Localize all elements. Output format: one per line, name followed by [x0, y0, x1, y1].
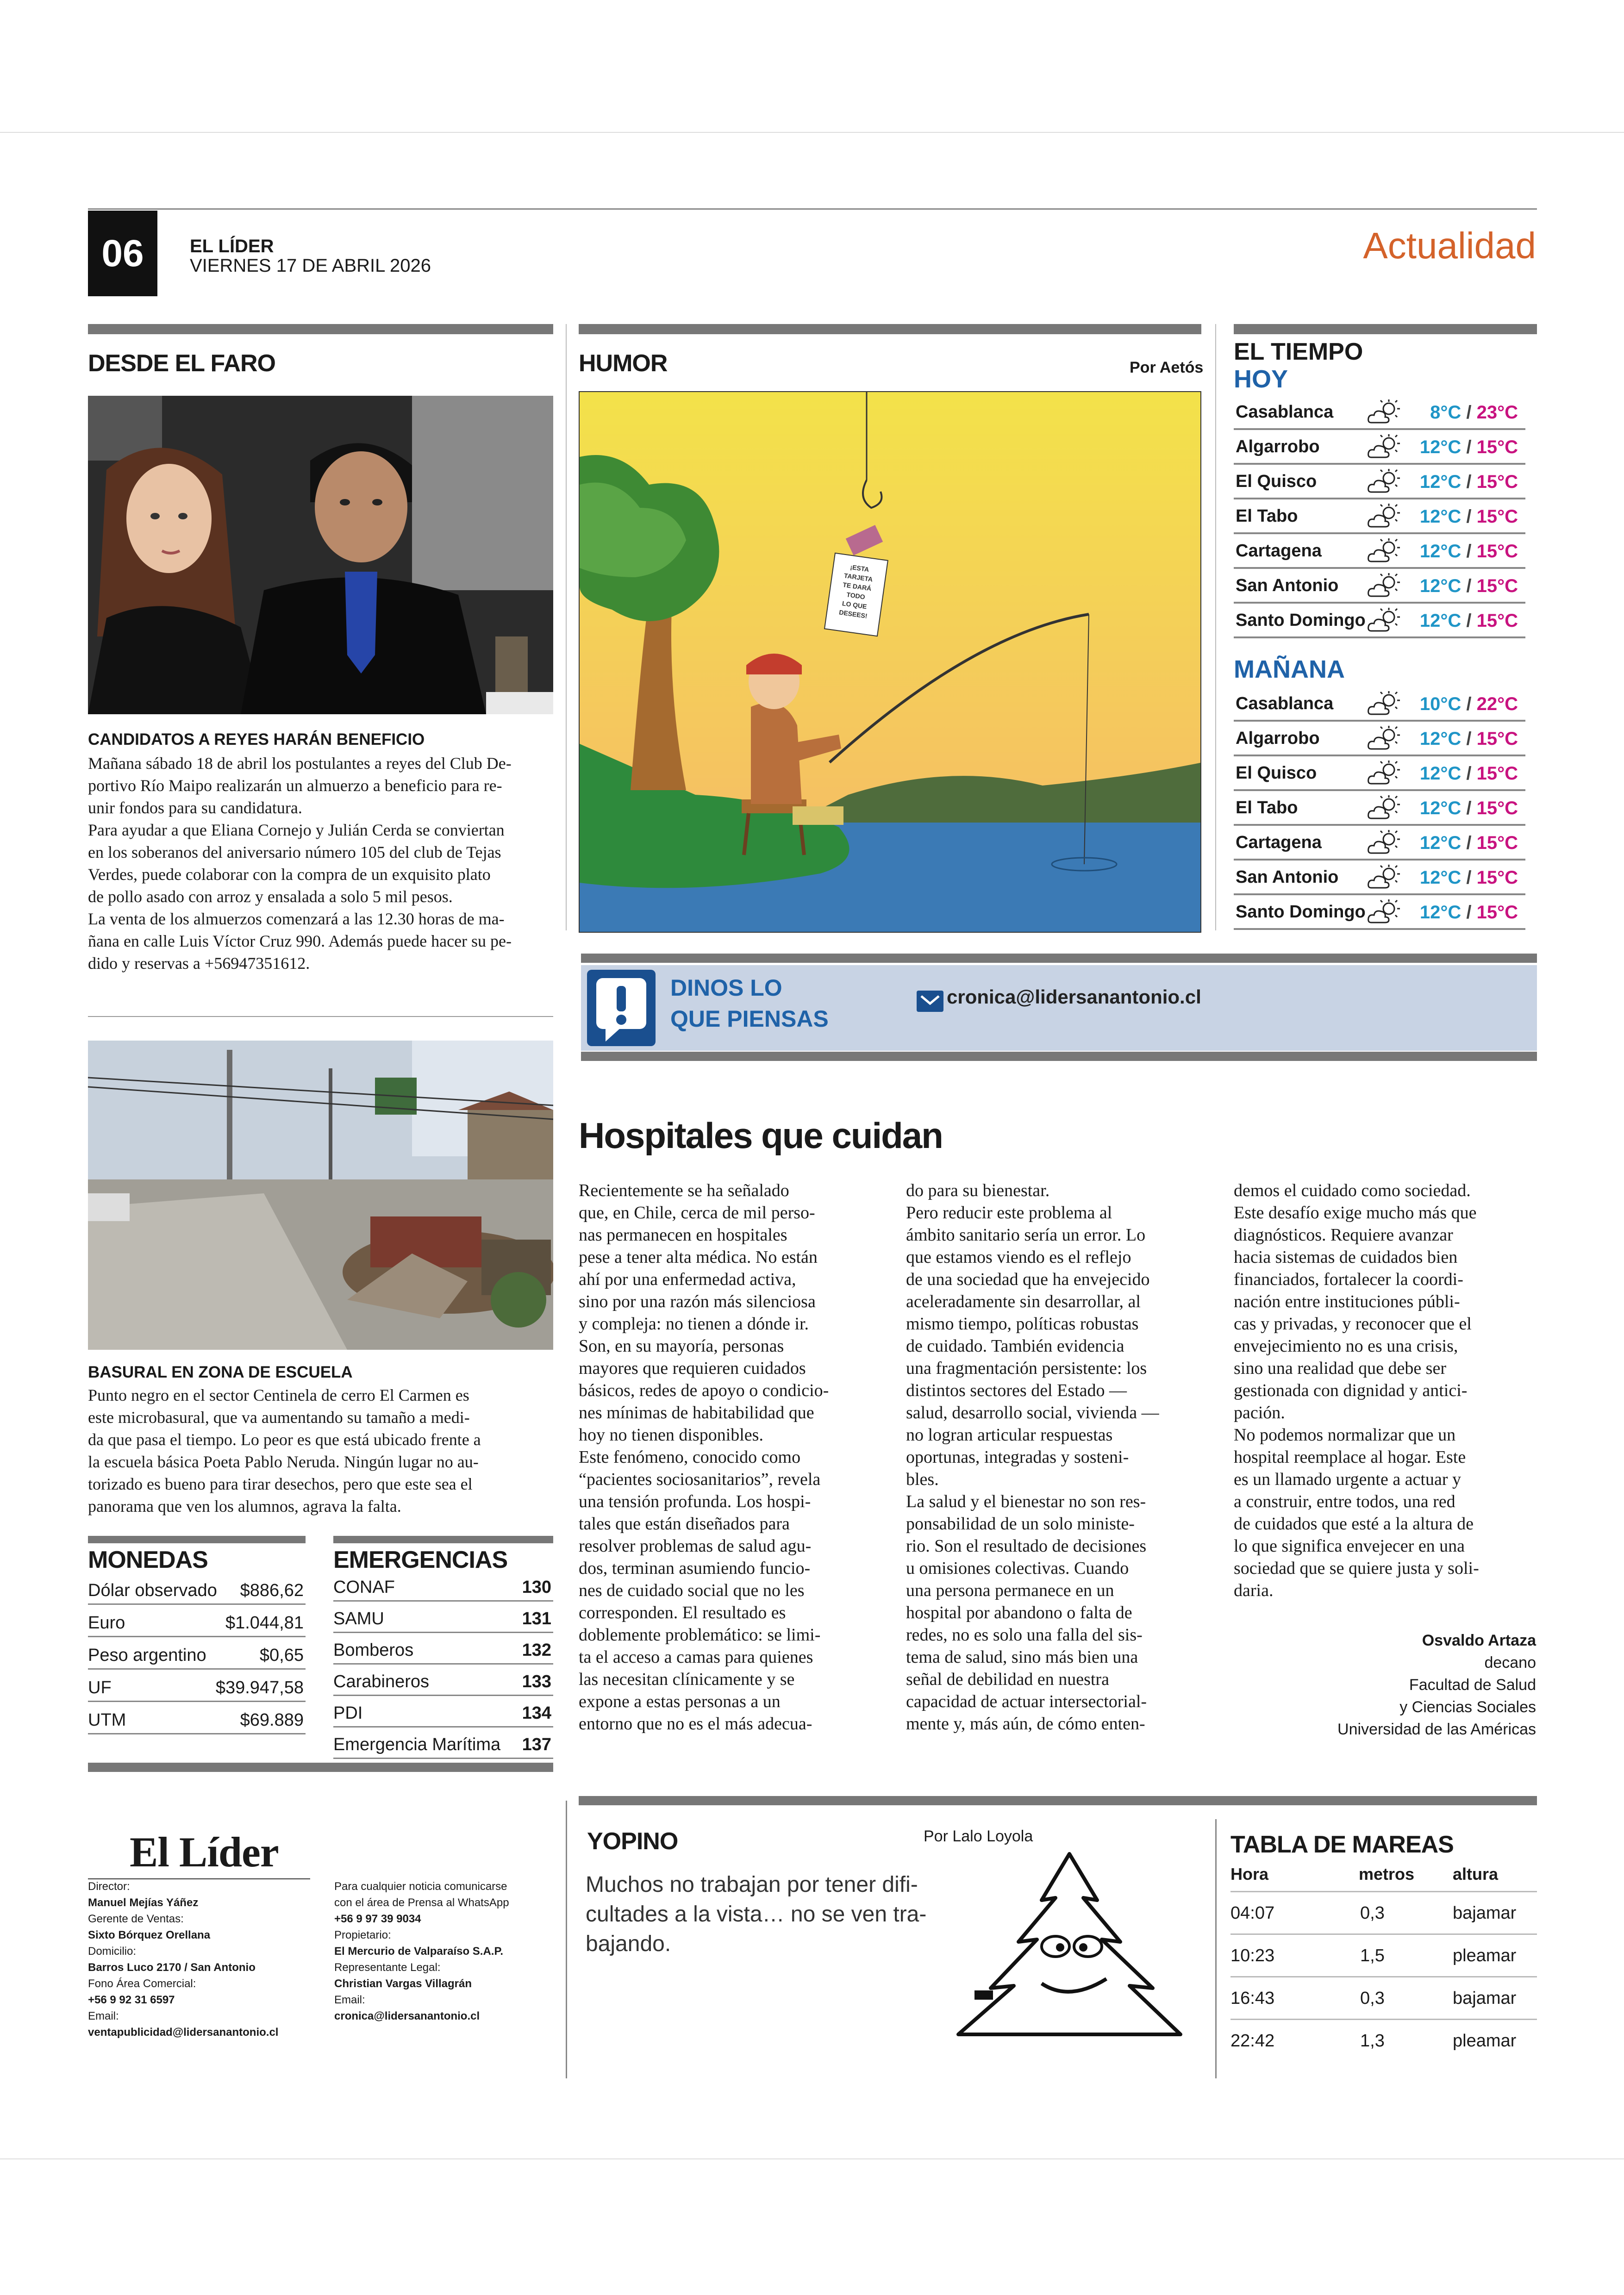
weather-today-row [1234, 430, 1525, 465]
svg-text:LO QUE: LO QUE [842, 599, 868, 611]
temp-low: 10°C [1419, 694, 1462, 714]
staff-label: Gerente de Ventas: [88, 1913, 184, 1925]
weather-city: San Antonio [1236, 576, 1339, 595]
partly-cloudy-icon [1366, 537, 1403, 565]
temp-high: 15°C [1476, 611, 1518, 631]
mail-icon [917, 991, 943, 1012]
weather-city: Casablanca [1236, 402, 1334, 422]
faro-top-bar [88, 324, 553, 334]
staff-label: Para cualquier noticia comunicarse [334, 1880, 507, 1893]
tide-height: bajamar [1453, 1989, 1517, 2008]
staff-label: Email: [334, 1994, 365, 2006]
weather-today-row [1234, 465, 1525, 499]
temp-separator: / [1461, 576, 1477, 596]
temp-low: 12°C [1419, 798, 1462, 818]
svg-text:¡ESTA: ¡ESTA [849, 563, 870, 574]
staff-label: Director: [88, 1880, 130, 1893]
article-col-1: Recientemente se ha señalado que, en Chile, cerca de mil perso- nas permanecen en hospitales pese a tener alta médica. No están ahí por una enfermedad activa, sino por una razón más silenciosa y compleja: no tienen a dónde ir. Son, en su mayoría, personas mayores que requieren cuidados básicos, redes de apoyo o condicio- nes mínimas de habitabilidad que hoy no tienen disponibles. Este fenómeno, conocido como “pacientes sociosanitarios”, revela una tensión profunda. Los hospi- tales que están diseñados para resolver problemas de salud agu- dos, terminan asumiendo funcio- nes de cuidado social que no les corresponden. El resultado es doblemente problemático: se limi- ta el acceso a camas para quienes las necesitan clínicamente y se expone a estas personas a un entorno que no es el más adecua- [579, 1181, 829, 1734]
temp-separator: / [1461, 437, 1477, 457]
weather-temp [1420, 763, 1518, 784]
partly-cloudy-icon [1366, 433, 1403, 461]
emergencias-row [333, 1605, 553, 1633]
weather-temp [1420, 541, 1518, 562]
temp-low: 12°C [1419, 729, 1462, 749]
emergencias-row [333, 1574, 553, 1602]
weather-today-label: HOY [1234, 365, 1288, 393]
temp-low: 12°C [1419, 506, 1462, 527]
weather-city: Cartagena [1236, 833, 1322, 852]
masthead-logo: El Líder [130, 1828, 279, 1876]
mareas-header-hora: Hora [1230, 1865, 1269, 1883]
staff-value: El Mercurio de Valparaíso S.A.P. [334, 1945, 504, 1958]
page-top-margin [0, 0, 1624, 132]
temp-separator: / [1461, 867, 1477, 888]
tide-time: 10:23 [1230, 1946, 1275, 1965]
weather-tomorrow-row [1234, 722, 1525, 756]
temp-high: 15°C [1476, 541, 1518, 561]
temp-separator: / [1461, 541, 1477, 561]
staff-value: Manuel Mejías Yáñez [88, 1896, 199, 1909]
temp-low: 12°C [1419, 472, 1462, 492]
partly-cloudy-icon [1366, 864, 1403, 892]
weather-temp [1420, 867, 1518, 888]
weather-temp [1420, 902, 1518, 923]
weather-temp [1420, 798, 1518, 819]
weather-city: Santo Domingo [1236, 611, 1366, 630]
temp-high: 15°C [1476, 798, 1518, 818]
partly-cloudy-icon [1366, 760, 1403, 787]
weather-temp [1420, 611, 1518, 631]
mareas-row [1230, 2019, 1537, 2059]
temp-low: 12°C [1419, 576, 1462, 596]
tide-meters: 0,3 [1360, 1989, 1385, 2008]
staff-label: Email: [88, 2010, 119, 2022]
temp-high: 23°C [1476, 402, 1518, 423]
partly-cloudy-icon [1366, 572, 1403, 600]
temp-high: 15°C [1476, 506, 1518, 527]
weather-temp [1420, 729, 1518, 749]
temp-high: 22°C [1476, 694, 1518, 714]
yopino-author: Por Lalo Loyola [924, 1827, 1033, 1845]
trash-photo [88, 1041, 553, 1350]
emergency-number: 137 [522, 1735, 551, 1754]
staff-value: cronica@lidersanantonio.cl [334, 2010, 480, 2022]
dinos-line-2: QUE PIENSAS [670, 1006, 829, 1032]
faro-divider [88, 1016, 553, 1017]
partly-cloudy-icon [1366, 898, 1403, 926]
weather-temp [1430, 402, 1518, 423]
partly-cloudy-icon [1366, 399, 1403, 426]
staff-label: Domicilio: [88, 1945, 137, 1958]
mareas-row [1230, 1976, 1537, 2017]
temp-high: 15°C [1476, 763, 1518, 784]
emergencias-row [333, 1637, 553, 1665]
monedas-row [88, 1609, 306, 1637]
issue-date: VIERNES 17 DE ABRIL 2026 [190, 256, 431, 276]
temp-low: 12°C [1419, 867, 1462, 888]
temp-low: 12°C [1419, 833, 1462, 853]
temp-high: 15°C [1476, 902, 1518, 923]
temp-high: 15°C [1476, 833, 1518, 853]
currency-label: Dólar observado [88, 1581, 217, 1600]
temp-high: 15°C [1476, 729, 1518, 749]
article-title: Hospitales que cuidan [579, 1115, 943, 1156]
temp-high: 15°C [1476, 472, 1518, 492]
emergency-label: SAMU [333, 1609, 384, 1628]
emergencias-title: EMERGENCIAS [333, 1547, 508, 1573]
weather-city: Algarrobo [1236, 437, 1320, 456]
dinos-email[interactable]: cronica@lidersanantonio.cl [947, 986, 1201, 1008]
svg-text:TE DARÁ: TE DARÁ [842, 580, 872, 592]
partly-cloudy-icon [1366, 690, 1403, 718]
emergency-label: PDI [333, 1703, 363, 1723]
weather-temp [1420, 472, 1518, 493]
temp-low: 12°C [1419, 437, 1462, 457]
partly-cloudy-icon [1366, 829, 1403, 857]
yopino-text: Muchos no trabajan por tener difi- cultades a la vista… no se ven tra- bajando. [586, 1872, 927, 1956]
header-rule [88, 208, 1537, 210]
emergencias-bar [333, 1536, 553, 1543]
temp-separator: / [1461, 472, 1477, 492]
staff-value: ventapublicidad@lidersanantonio.cl [88, 2026, 279, 2039]
staff-left [88, 1878, 319, 2040]
tide-time: 22:42 [1230, 2031, 1275, 2051]
emergency-label: Emergencia Marítima [333, 1735, 501, 1754]
partly-cloudy-icon [1366, 794, 1403, 822]
faro-title: DESDE EL FARO [88, 350, 276, 377]
partly-cloudy-icon [1366, 725, 1403, 753]
currency-label: Peso argentino [88, 1646, 206, 1665]
humor-title: HUMOR [579, 350, 668, 377]
temp-separator: / [1461, 402, 1477, 423]
emergency-number: 133 [522, 1672, 551, 1691]
partly-cloudy-icon [1366, 468, 1403, 496]
svg-text:TARJETA: TARJETA [843, 572, 874, 583]
staff-value: +56 9 92 31 6597 [88, 1994, 175, 2006]
tide-height: pleamar [1453, 2031, 1517, 2051]
faro-text-1: Mañana sábado 18 de abril los postulantes a reyes del Club De- portivo Río Maipo realizarán un almuerzo a beneficio para re- unir fondos para su candidatura. Para ayudar a que Eliana Cornejo y Julián Cerda se conviertan en los soberanos del aniversario número 105 del club de Tejas Verdes, puede colaborar con la compra de un exquisito plato de pollo asado con arroz y ensalada a solo 5 mil pesos. La venta de los almuerzos comenzará a las 12.30 horas de ma- ñana en calle Luis Víctor Cruz 990. Además puede hacer su pe- dido y reservas a +56947351612. [88, 754, 512, 973]
staff-label: Propietario: [334, 1929, 391, 1941]
staff-value: Christian Vargas Villagrán [334, 1977, 472, 1990]
weather-title: EL TIEMPO [1234, 338, 1363, 365]
staff-right [334, 1878, 566, 2024]
temp-high: 15°C [1476, 576, 1518, 596]
emergency-label: CONAF [333, 1578, 395, 1597]
yopino-tree-drawing [949, 1849, 1190, 2044]
weather-tomorrow-row [1234, 826, 1525, 861]
staff-label: con el área de Prensa al WhatsApp [334, 1896, 509, 1909]
weather-today-row [1234, 604, 1525, 638]
emergency-label: Bomberos [333, 1640, 414, 1660]
weather-city: El Tabo [1236, 798, 1298, 817]
dinos-top-bar [581, 954, 1537, 963]
temp-low: 12°C [1419, 611, 1462, 631]
temp-separator: / [1461, 729, 1477, 749]
monedas-bar [88, 1536, 306, 1543]
monedas-row [88, 1576, 306, 1605]
weather-city: San Antonio [1236, 867, 1339, 887]
weather-temp [1420, 576, 1518, 597]
temp-separator: / [1461, 798, 1477, 818]
faro-caption-2: BASURAL EN ZONA DE ESCUELA [88, 1363, 353, 1381]
emergency-number: 132 [522, 1640, 551, 1660]
partly-cloudy-icon [1366, 607, 1403, 635]
tide-meters: 1,5 [1360, 1946, 1385, 1965]
emergencias-row [333, 1731, 553, 1759]
temp-high: 15°C [1476, 437, 1518, 457]
weather-temp [1420, 506, 1518, 527]
weather-today-row [1234, 535, 1525, 569]
staff-value: Barros Luco 2170 / San Antonio [88, 1961, 256, 1974]
emergencias-row [333, 1700, 553, 1727]
tide-height: pleamar [1453, 1946, 1517, 1965]
temp-low: 12°C [1419, 763, 1462, 784]
mareas-row [1230, 1891, 1537, 1932]
temp-low: 12°C [1419, 902, 1462, 923]
bottom-section-bar [579, 1796, 1537, 1805]
temp-separator: / [1461, 833, 1477, 853]
section-title: Actualidad [1363, 225, 1536, 266]
weather-today-row [1234, 500, 1525, 534]
currency-value: $39.947,58 [215, 1678, 304, 1697]
weather-temp [1420, 694, 1518, 715]
temp-separator: / [1461, 611, 1477, 631]
temp-high: 15°C [1476, 867, 1518, 888]
temp-separator: / [1461, 694, 1477, 714]
exclamation-icon [587, 970, 656, 1046]
weather-city: El Quisco [1236, 472, 1317, 491]
svg-text:TODO: TODO [846, 591, 866, 601]
emergency-number: 130 [522, 1578, 551, 1597]
yopino-divider [1215, 1819, 1217, 2078]
dinos-bottom-bar [581, 1052, 1537, 1061]
article-signature: Osvaldo Artaza decano Facultad de Salud y Ciencias Sociales Universidad de las Américas [1337, 1632, 1536, 1738]
article-col-2: do para su bienestar. Pero reducir este problema al ámbito sanitario sería un error. Lo que estamos viendo es el reflejo de una sociedad que ha envejecido aceleradamente sin desarrollar, al mismo tiempo, políticas robustas de cuidado. También evidencia una fragmentación persistente: los distintos sectores del Estado — salud, desarrollo social, vivienda — no logran articular respuestas oportunas, integradas y sosteni- bles. La salud y el bienestar no son res- ponsabilidad de un solo ministe- rio. Son el resultado de decisiones u omisiones colectivas. Cuando una persona permanece en un hospital por abandono o falta de redes, no es solo una falla del sis- tema de salud, sino más bien una señal de debilidad en nuestra capacidad de actuar intersectorial- mente y, más aún, de cómo enten- [906, 1181, 1159, 1734]
candidates-photo [88, 396, 553, 714]
weather-tomorrow-row [1234, 896, 1525, 930]
weather-tomorrow-label: MAÑANA [1234, 655, 1345, 683]
temp-separator: / [1461, 763, 1477, 784]
temp-low: 12°C [1419, 541, 1462, 561]
mareas-row [1230, 1933, 1537, 1974]
faro-text-2: Punto negro en el sector Centinela de cerro El Carmen es este microbasural, que va aumentando su tamaño a medi- da que pasa el tiempo. Lo peor es que está ubicado frente a la escuela básica Poeta Pablo Neruda. Ningún lugar no au- torizado es bueno para tirar desechos, pero que este sea el panorama que ven los alumnos, agrava la falta. [88, 1386, 481, 1515]
currency-value: $886,62 [240, 1581, 304, 1600]
monedas-row [88, 1673, 306, 1702]
tide-meters: 1,3 [1360, 2031, 1385, 2051]
temp-low: 8°C [1430, 402, 1462, 423]
weather-tomorrow-row [1234, 757, 1525, 791]
svg-text:DESEES!: DESEES! [838, 608, 868, 620]
weather-top-bar [1234, 324, 1537, 334]
currency-value: $0,65 [259, 1646, 304, 1665]
tide-time: 16:43 [1230, 1989, 1275, 2008]
tide-time: 04:07 [1230, 1903, 1275, 1923]
currency-label: UF [88, 1678, 112, 1697]
staff-label: Representante Legal: [334, 1961, 441, 1974]
mareas-title: TABLA DE MAREAS [1230, 1831, 1454, 1858]
page-number: 06 [88, 211, 157, 296]
weather-tomorrow-row [1234, 687, 1525, 722]
staff-divider [566, 1801, 567, 2078]
weather-tomorrow-row [1234, 861, 1525, 895]
tide-meters: 0,3 [1360, 1903, 1385, 1923]
weather-city: Santo Domingo [1236, 902, 1366, 922]
monedas-row [88, 1641, 306, 1670]
paper-name: EL LÍDER [190, 236, 274, 256]
weather-city: Algarrobo [1236, 729, 1320, 748]
currency-value: $1.044,81 [225, 1613, 304, 1633]
weather-city: Cartagena [1236, 541, 1322, 561]
humor-author: Por Aetós [1130, 359, 1204, 376]
staff-value: Sixto Bórquez Orellana [88, 1929, 211, 1941]
monedas-title: MONEDAS [88, 1547, 208, 1573]
staff-value: +56 9 97 39 9034 [334, 1913, 421, 1925]
staff-label: Fono Área Comercial: [88, 1977, 196, 1990]
weather-city: Casablanca [1236, 694, 1334, 713]
currency-label: UTM [88, 1710, 126, 1730]
temp-separator: / [1461, 902, 1477, 923]
emergency-label: Carabineros [333, 1672, 429, 1691]
humor-cartoon [579, 391, 1201, 933]
currency-label: Euro [88, 1613, 125, 1633]
weather-tomorrow-row [1234, 792, 1525, 826]
mareas-header-metros: metros [1359, 1865, 1415, 1883]
monedas-row [88, 1706, 306, 1734]
weather-today-row [1234, 396, 1525, 430]
column-divider [1215, 324, 1216, 930]
emergencias-row [333, 1668, 553, 1696]
mareas-header-altura: altura [1453, 1865, 1499, 1883]
currency-value: $69.889 [240, 1710, 304, 1730]
tide-height: bajamar [1453, 1903, 1517, 1923]
partly-cloudy-icon [1366, 503, 1403, 530]
temp-separator: / [1461, 506, 1477, 527]
dinos-line-1: DINOS LO [670, 975, 782, 1001]
emergency-number: 131 [522, 1609, 551, 1628]
weather-city: El Quisco [1236, 763, 1317, 783]
weather-today-row [1234, 569, 1525, 604]
column-divider [566, 324, 567, 930]
emergency-number: 134 [522, 1703, 551, 1723]
yopino-title: YOPINO [587, 1828, 678, 1855]
faro-caption-1: CANDIDATOS A REYES HARÁN BENEFICIO [88, 730, 425, 748]
weather-city: El Tabo [1236, 506, 1298, 526]
weather-temp [1420, 833, 1518, 854]
humor-top-bar [579, 324, 1201, 334]
weather-temp [1420, 437, 1518, 458]
article-col-3: demos el cuidado como sociedad. Este desafío exige mucho más que diagnósticos. Requiere avanzar hacia sistemas de cuidados bien financiados, fortalecer la coordi- nación entre instituciones públi- cas y privadas, y reconocer que el envejecimiento no es una crisis, sino una realidad que debe ser gestionada con dignidad y antici- pación. No podemos normalizar que un hospital reemplace al hogar. Este es un llamado urgente a actuar y a construir, entre todos, una red de cuidados que esté a la altura de lo que significa envejecer en una sociedad que se quiere justa y soli- daria. [1234, 1181, 1479, 1600]
left-bottom-bar [88, 1763, 553, 1772]
